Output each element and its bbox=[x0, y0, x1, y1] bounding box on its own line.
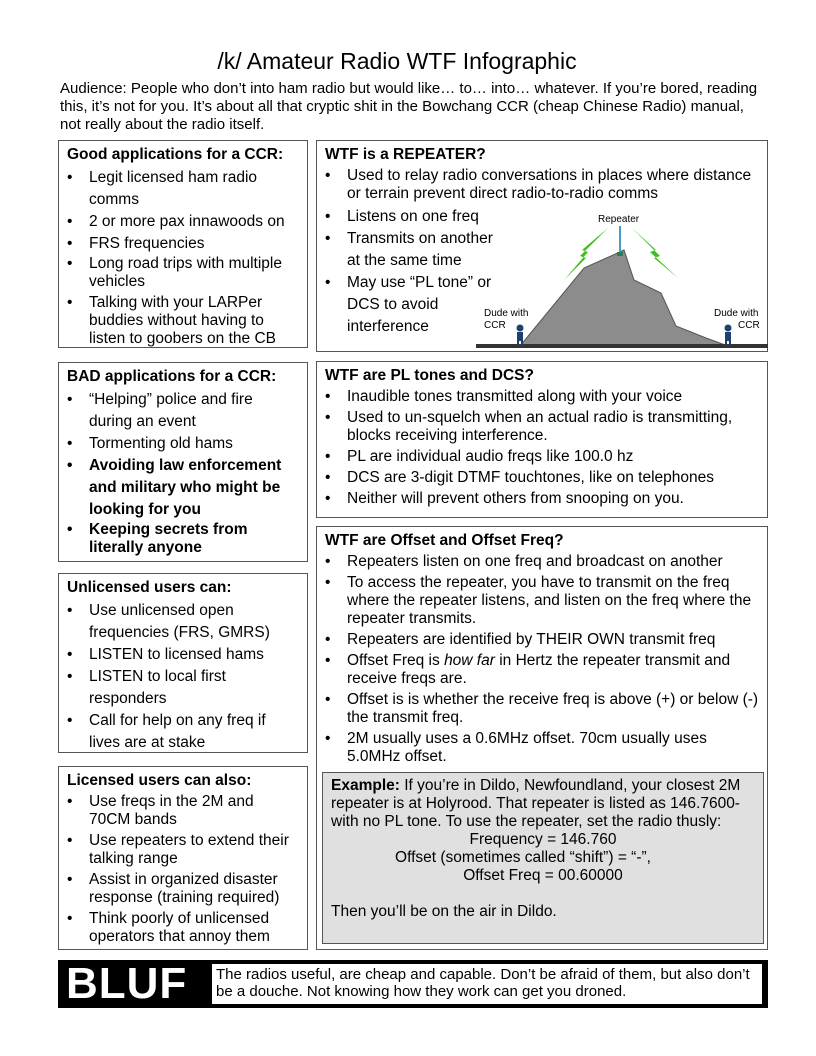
left-person-label: CCR bbox=[484, 320, 506, 331]
list-item: • Repeaters listen on one freq and broadcast on another bbox=[325, 553, 759, 571]
good-applications-heading: Good applications for a CCR: bbox=[67, 146, 284, 163]
list-item: • Transmits on another at the same time bbox=[325, 228, 505, 272]
list-item: • Tormenting old hams bbox=[67, 433, 299, 455]
list-item: • 2M usually uses a 0.6MHz offset. 70cm usually uses 5.0MHz offset. bbox=[325, 730, 759, 766]
lightning-right-icon bbox=[632, 228, 678, 278]
list-item: • Offset is is whether the receive freq is above (+) or below (-) the transmit freq. bbox=[325, 691, 759, 727]
list-item: • Listens on one freq bbox=[325, 206, 505, 228]
list-item: • Avoiding law enforcement and military who might be looking for you bbox=[67, 455, 299, 521]
list-item: • LISTEN to licensed hams bbox=[67, 644, 299, 666]
bad-applications-list bbox=[67, 389, 299, 557]
offset-item-emphasis: how far bbox=[444, 652, 495, 669]
example-text: If you’re in Dildo, Newfoundland, your closest 2M repeater is at Holyrood. That repeater is listed as 146.7600- with no PL tone. To use the repeater, set the radio thusly: bbox=[331, 777, 741, 830]
mountain bbox=[520, 250, 728, 346]
left-person-label: Dude with bbox=[484, 308, 529, 319]
repeater-diagram bbox=[476, 208, 768, 352]
list-item: • Long road trips with multiple vehicles bbox=[67, 255, 299, 291]
offset-item-text: Offset Freq is bbox=[347, 652, 445, 669]
right-person-label: Dude with bbox=[714, 308, 759, 319]
list-item: • Used to un-squelch when an actual radio is transmitting, blocks receiving interference. bbox=[325, 409, 759, 445]
left-person-icon bbox=[517, 325, 524, 347]
list-item: • FRS frequencies bbox=[67, 233, 299, 255]
list-item: • Legit licensed ham radio comms bbox=[67, 167, 299, 211]
ground-line bbox=[476, 344, 768, 348]
list-item: • Inaudible tones transmitted along with your voice bbox=[325, 388, 759, 406]
page-title: /k/ Amateur Radio WTF Infographic bbox=[217, 48, 577, 74]
offset-item-text: in Hertz the repeater transmit and receive freqs are. bbox=[347, 652, 731, 687]
list-item: • Repeaters are identified by THEIR OWN transmit freq bbox=[325, 631, 759, 649]
list-item: • Used to relay radio conversations in places where distance or terrain prevent direct radio-to-radio comms bbox=[325, 167, 759, 203]
list-item: • Keeping secrets from literally anyone bbox=[67, 521, 299, 557]
pl-tones-heading: WTF are PL tones and DCS? bbox=[325, 367, 534, 384]
pl-tones-box bbox=[316, 361, 768, 518]
repeater-list bbox=[325, 167, 759, 203]
bluf-text: The radios useful, are cheap and capable. Don’t be afraid of them, but also don’t be a douche. Not knowing how they work can get you droned. bbox=[212, 964, 762, 1004]
example-offset: Offset (sometimes called “shift”) = “-”, bbox=[395, 849, 651, 866]
licensed-users-list bbox=[67, 793, 299, 946]
repeater-tower-base bbox=[617, 252, 623, 256]
list-item: • Use repeaters to extend their talking range bbox=[67, 832, 299, 868]
example-frequency: Frequency = 146.760 bbox=[469, 831, 617, 848]
licensed-users-box bbox=[58, 766, 308, 950]
list-item bbox=[325, 652, 759, 688]
bad-applications-box bbox=[58, 362, 308, 562]
list-item: • Think poorly of unlicensed operators that annoy them bbox=[67, 910, 299, 946]
example-box bbox=[322, 772, 764, 944]
list-item: • Use freqs in the 2M and 70CM bands bbox=[67, 793, 299, 829]
list-item: • DCS are 3-digit DTMF touchtones, like on telephones bbox=[325, 469, 759, 487]
list-item: • Use unlicensed open frequencies (FRS, GMRS) bbox=[67, 600, 299, 644]
right-person-icon bbox=[725, 325, 732, 347]
repeater-heading: WTF is a REPEATER? bbox=[325, 146, 486, 163]
example-label: Example: bbox=[331, 777, 400, 794]
bad-applications-heading: BAD applications for a CCR: bbox=[67, 368, 277, 385]
bluf-label: BLUF bbox=[66, 959, 188, 1008]
list-item: • 2 or more pax innawoods on bbox=[67, 211, 299, 233]
list-item: • May use “PL tone” or DCS to avoid interference bbox=[325, 272, 505, 338]
list-item: • PL are individual audio freqs like 100.0 hz bbox=[325, 448, 759, 466]
unlicensed-users-list bbox=[67, 600, 299, 754]
pl-tones-list bbox=[325, 388, 759, 508]
list-item: • Talking with your LARPer buddies without having to listen to goobers on the CB bbox=[67, 294, 299, 348]
list-item: • Call for help on any freq if lives are at stake bbox=[67, 710, 299, 754]
list-item: • Neither will prevent others from snooping on you. bbox=[325, 490, 759, 508]
repeater-label: Repeater bbox=[598, 214, 640, 225]
list-item: • “Helping” police and fire during an event bbox=[67, 389, 299, 433]
good-applications-box bbox=[58, 140, 308, 348]
example-closing: Then you’ll be on the air in Dildo. bbox=[331, 903, 557, 920]
list-item: • To access the repeater, you have to transmit on the freq where the repeater listens, and listen on the freq where the repeater transmits. bbox=[325, 574, 759, 628]
licensed-users-heading: Licensed users can also: bbox=[67, 772, 252, 789]
bluf-banner bbox=[58, 960, 768, 1008]
offset-list bbox=[325, 553, 759, 766]
list-item: • LISTEN to local first responders bbox=[67, 666, 299, 710]
good-applications-list bbox=[67, 167, 299, 348]
intro-paragraph: Audience: People who don’t into ham radio but would like… to… into… whatever. If you’re bored, reading this, it’s not for you. It’s about all that cryptic shit in the Bowchang CCR (cheap Chinese Radio) manual, not really about the radio itself. bbox=[60, 80, 758, 133]
example-paragraph bbox=[331, 777, 755, 831]
list-item: • Assist in organized disaster response (training required) bbox=[67, 871, 299, 907]
right-person-label: CCR bbox=[738, 320, 760, 331]
unlicensed-users-heading: Unlicensed users can: bbox=[67, 579, 232, 596]
offset-heading: WTF are Offset and Offset Freq? bbox=[325, 532, 564, 549]
example-offset-freq: Offset Freq = 00.60000 bbox=[463, 867, 623, 884]
unlicensed-users-box bbox=[58, 573, 308, 753]
